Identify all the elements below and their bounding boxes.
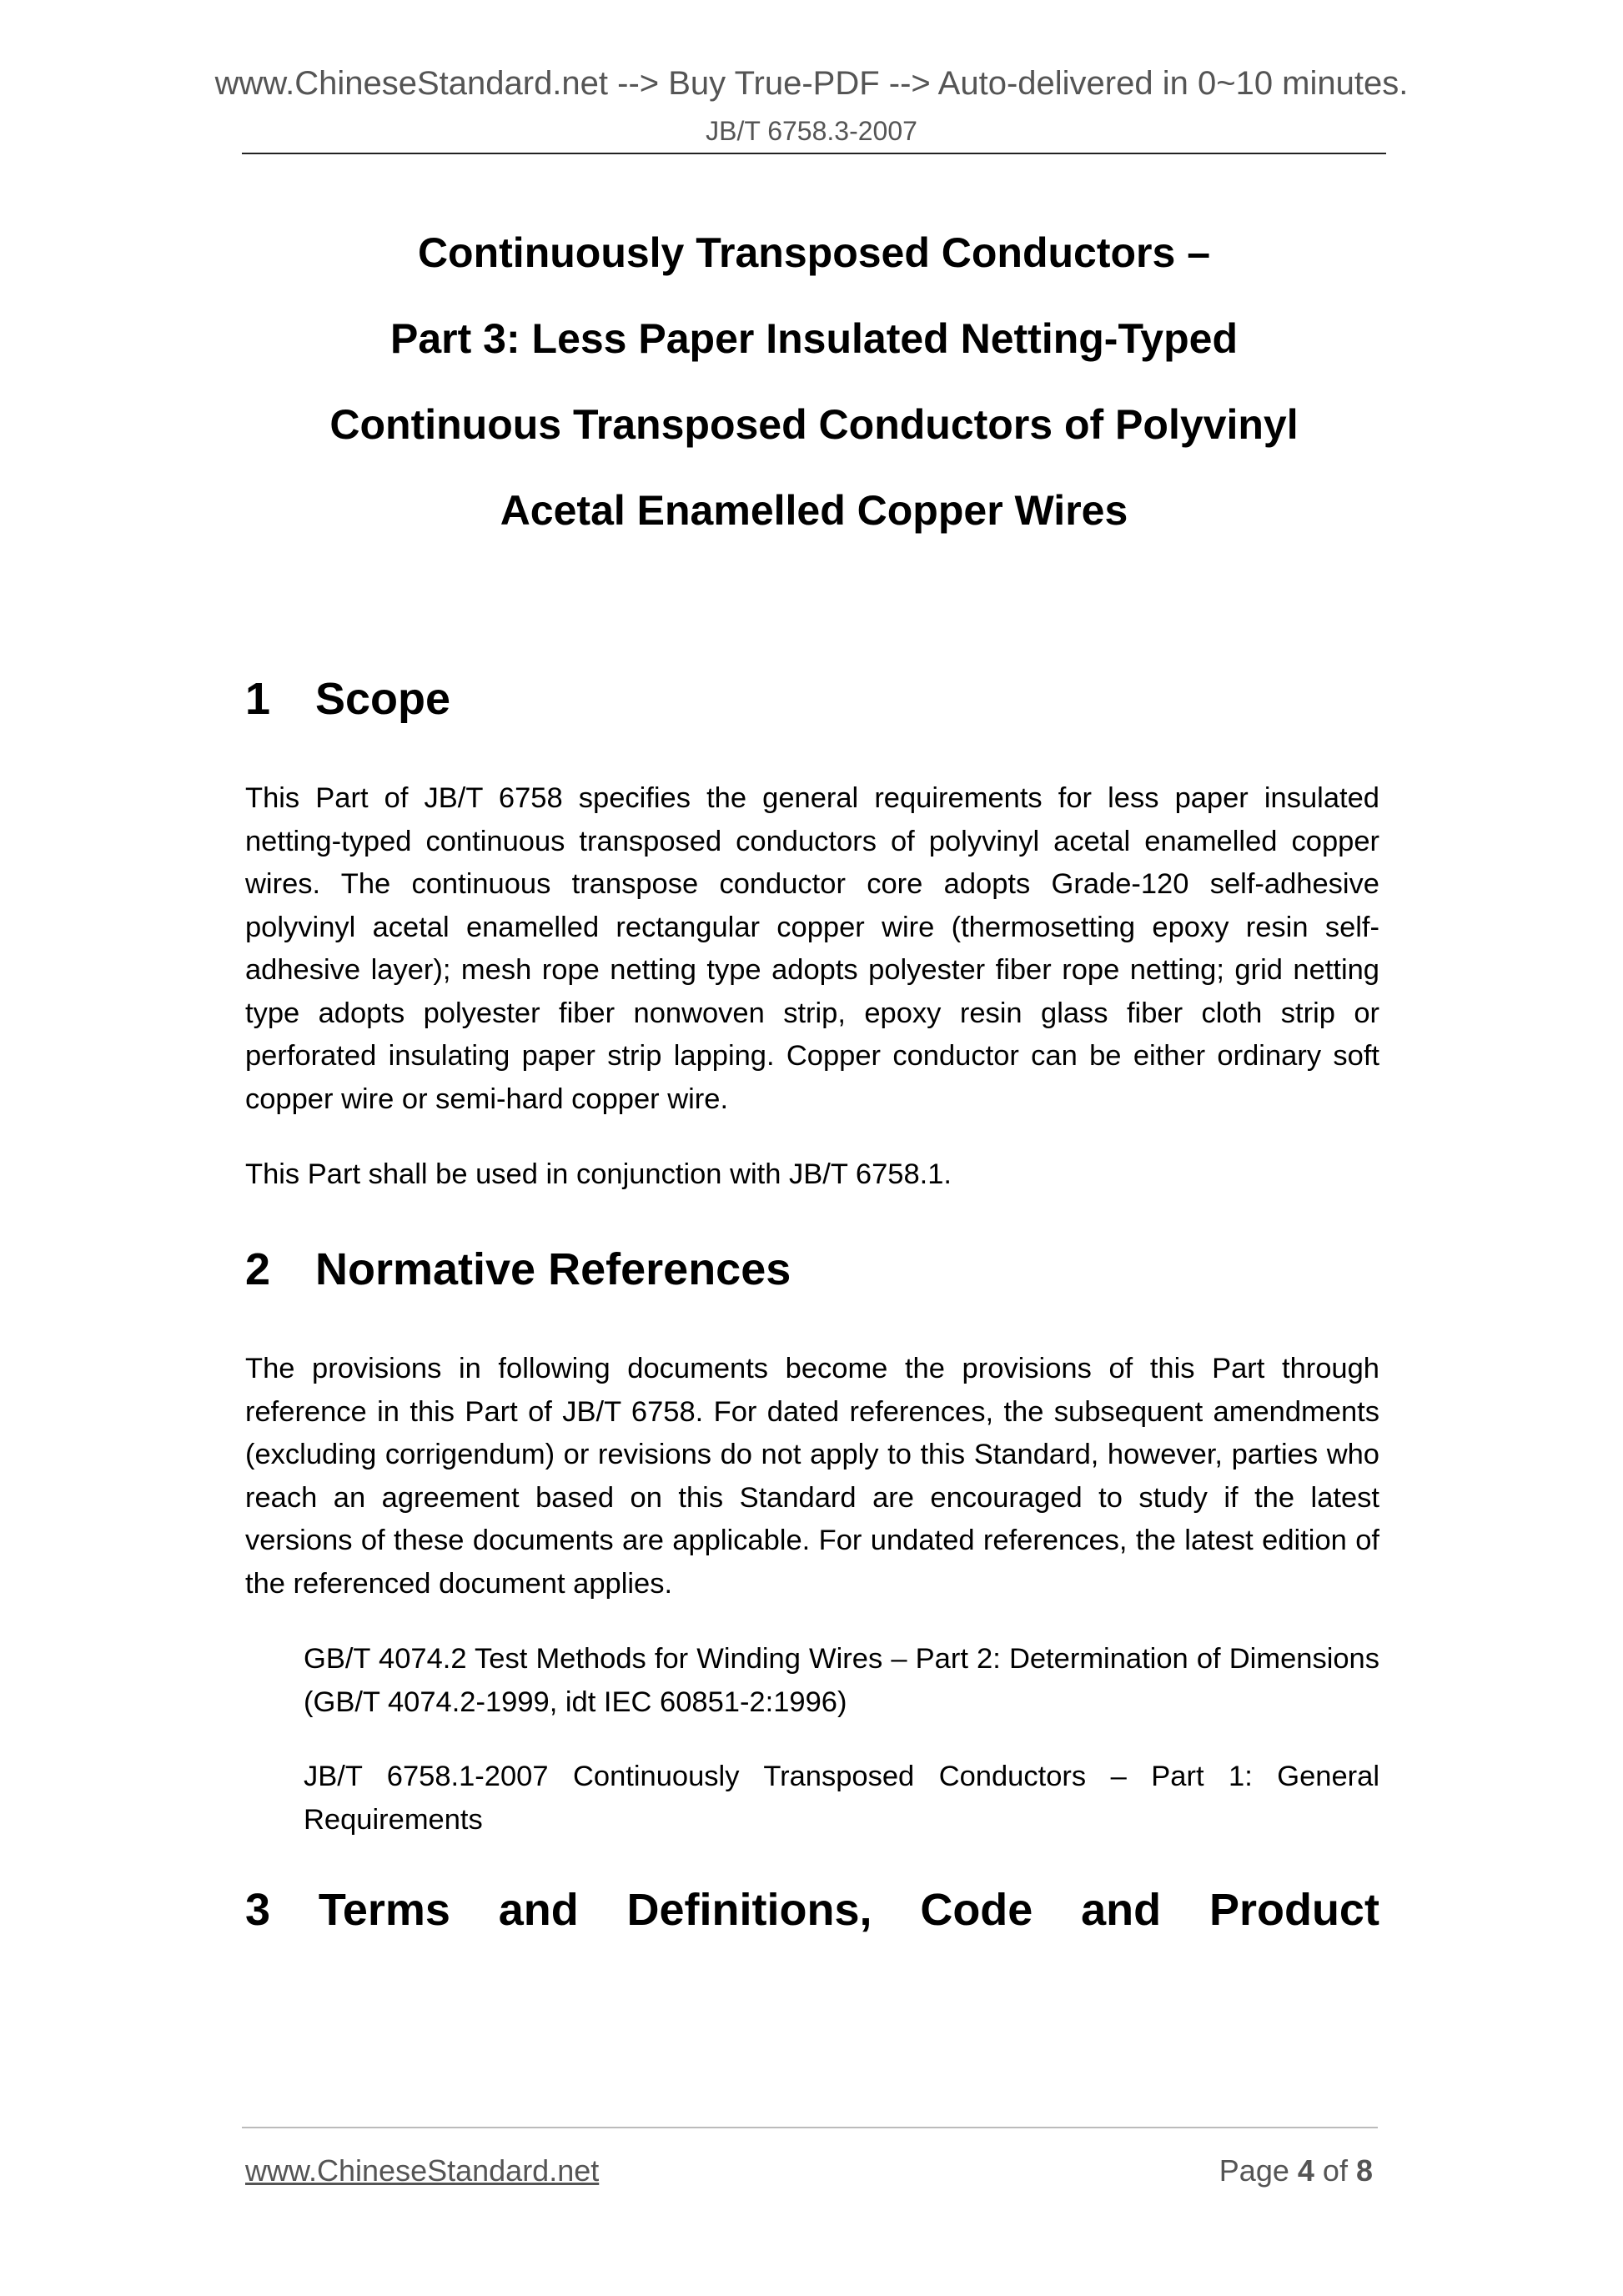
scope-paragraph-1: This Part of JB/T 6758 specifies the general requirements for less paper insulated netting-typed continuous transposed conductors of polyvinyl acetal enamelled copper wires. The continuous transpose conductor core adopts Grade-120 self-adhesive polyvinyl acetal enamelled rectangular copper wire (thermosetting epoxy resin self-adhesive layer); mesh rope netting type adopts polyester fiber rope netting; grid netting type adopts polyester fiber nonwoven strip, epoxy resin glass fiber cloth strip or perforated insulating paper strip lapping. Copper conductor can be either ordinary soft copper wire or semi-hard copper wire. [245, 782, 1379, 1115]
header-divider [242, 153, 1386, 154]
section-2-heading [245, 1243, 791, 1297]
page-current: 4 [1297, 2153, 1314, 2188]
standard-code: JB/T 6758.3-2007 [706, 116, 917, 146]
section-3-word: and [498, 1885, 579, 1935]
page-indicator [1219, 2153, 1373, 2188]
page-label: Page [1219, 2153, 1289, 2188]
section-1-title: Scope [315, 674, 451, 724]
reference-item: GB/T 4074.2 Test Methods for Winding Wires – Part 2: Determination of Dimensions (GB/T 4074.2-1999, idt IEC 60851-2:1996) [304, 1643, 1379, 1718]
header-banner: www.ChineseStandard.net --> Buy True-PDF --> Auto-delivered in 0~10 minutes. [214, 65, 1409, 102]
section-3-word: Terms [318, 1885, 450, 1935]
title-line-4: Acetal Enamelled Copper Wires [500, 487, 1128, 534]
footer-divider [242, 2127, 1378, 2128]
section-3-word: Product [1208, 1885, 1379, 1935]
footer-site-link[interactable]: www.ChineseStandard.net [245, 2153, 600, 2188]
section-3-word: Definitions, [626, 1885, 872, 1935]
title-line-1: Continuously Transposed Conductors – [417, 229, 1211, 276]
section-3-word: Code [920, 1885, 1033, 1935]
section-2-title: Normative References [315, 1244, 791, 1294]
scope-paragraph-2: This Part shall be used in conjunction with JB/T 6758.1. [245, 1158, 952, 1190]
page-of: of [1322, 2153, 1348, 2188]
title-line-2: Part 3: Less Paper Insulated Netting-Typed [390, 315, 1238, 362]
title-line-3: Continuous Transposed Conductors of Polyvinyl [329, 401, 1299, 448]
page-total: 8 [1355, 2153, 1373, 2188]
section-3-word: and [1081, 1885, 1162, 1935]
section-2-number: 2 [245, 1244, 271, 1294]
section-1-heading [245, 672, 450, 726]
document-title [242, 210, 1386, 554]
section-3-number: 3 [245, 1885, 271, 1935]
references-intro: The provisions in following documents become the provisions of this Part through reference in this Part of JB/T 6758. For dated references, the subsequent amendments (excluding corrigendum) or revisions do not apply to this Standard, however, parties who reach an agreement based on this Standard are encouraged to study if the latest versions of these documents are applicable. For undated references, the latest edition of the referenced document applies. [245, 1353, 1379, 1600]
reference-item: JB/T 6758.1-2007 Continuously Transposed Conductors – Part 1: General Requirements [304, 1761, 1379, 1836]
section-3-heading [245, 1883, 1379, 1937]
section-1-number: 1 [245, 674, 271, 724]
